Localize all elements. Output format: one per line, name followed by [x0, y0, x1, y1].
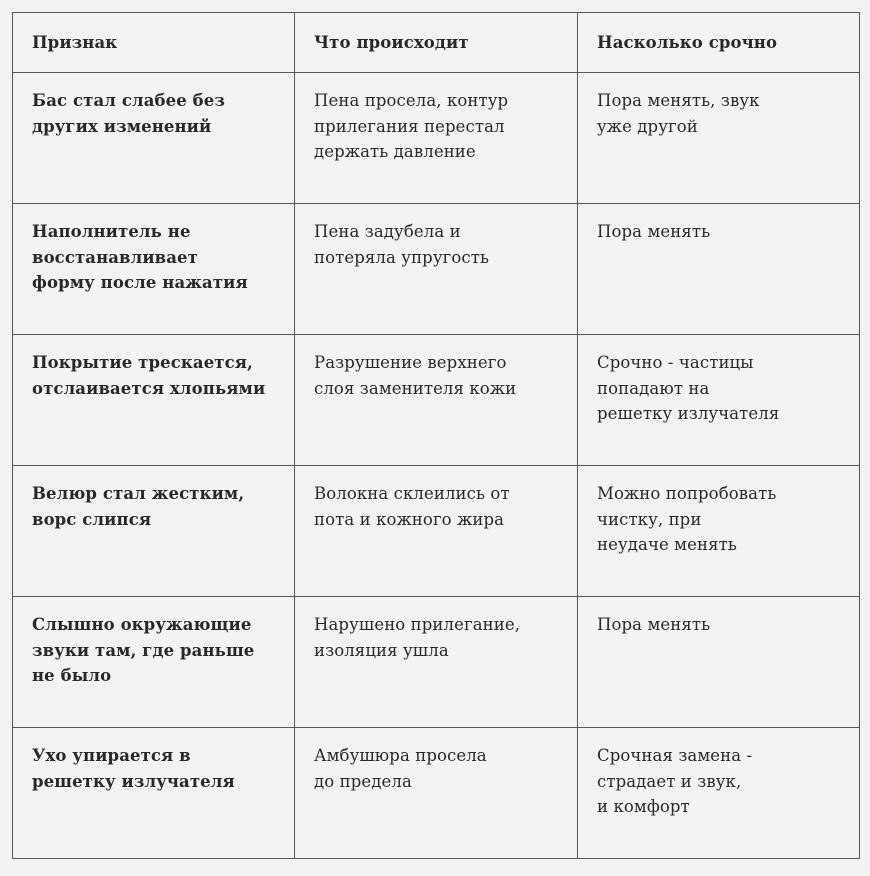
cell-urgency: [578, 466, 860, 597]
cell-sign: [13, 204, 295, 335]
symptoms-table: [12, 12, 860, 859]
column-header-what: Что происходит: [295, 13, 578, 73]
table-row: [13, 466, 860, 597]
cell-what: [295, 728, 578, 859]
cell-sign-text: Ухо упирается в решетку излучателя: [32, 746, 235, 791]
cell-what: [295, 335, 578, 466]
cell-what: [295, 73, 578, 204]
cell-what-text: Пена задубела и потеряла упругость: [314, 222, 490, 267]
cell-sign: [13, 728, 295, 859]
cell-what-text: Разрушение верхнего слоя заменителя кожи: [314, 353, 517, 398]
cell-sign: [13, 597, 295, 728]
cell-what: [295, 204, 578, 335]
cell-urgency-text: Срочная замена - страдает и звук, и комфорт: [597, 746, 753, 816]
cell-urgency-text: Пора менять: [597, 222, 711, 241]
cell-sign: [13, 73, 295, 204]
table-row: [13, 335, 860, 466]
table-row: [13, 204, 860, 335]
cell-what-text: Амбушюра просела до предела: [314, 746, 487, 791]
cell-what-text: Пена просела, контур прилегания перестал держать давление: [314, 91, 509, 161]
cell-what: [295, 597, 578, 728]
cell-sign-text: Слышно окружающие звуки там, где раньше не было: [32, 615, 255, 685]
cell-sign-text: Наполнитель не восстанавливает форму после нажатия: [32, 222, 248, 292]
table-row: [13, 728, 860, 859]
table-row: [13, 73, 860, 204]
cell-urgency: [578, 204, 860, 335]
column-header-sign: Признак: [13, 13, 295, 73]
cell-sign: [13, 335, 295, 466]
cell-urgency: [578, 335, 860, 466]
cell-sign-text: Велюр стал жестким, ворс слипся: [32, 484, 245, 529]
cell-urgency-text: Срочно - частицы попадают на решетку излучателя: [597, 353, 780, 423]
cell-what-text: Волокна склеились от пота и кожного жира: [314, 484, 510, 529]
table-row: [13, 597, 860, 728]
cell-urgency-text: Пора менять, звук уже другой: [597, 91, 760, 136]
cell-sign: [13, 466, 295, 597]
cell-sign-text: Бас стал слабее без других изменений: [32, 91, 225, 136]
table-header-row: [13, 13, 860, 73]
cell-urgency: [578, 73, 860, 204]
cell-urgency: [578, 597, 860, 728]
column-header-urgency: Насколько срочно: [578, 13, 860, 73]
cell-sign-text: Покрытие трескается, отслаивается хлопьями: [32, 353, 266, 398]
symptoms-table-container: [12, 12, 859, 859]
cell-what: [295, 466, 578, 597]
cell-urgency-text: Можно попробовать чистку, при неудаче менять: [597, 484, 777, 554]
cell-urgency: [578, 728, 860, 859]
cell-what-text: Нарушено прилегание, изоляция ушла: [314, 615, 521, 660]
cell-urgency-text: Пора менять: [597, 615, 711, 634]
